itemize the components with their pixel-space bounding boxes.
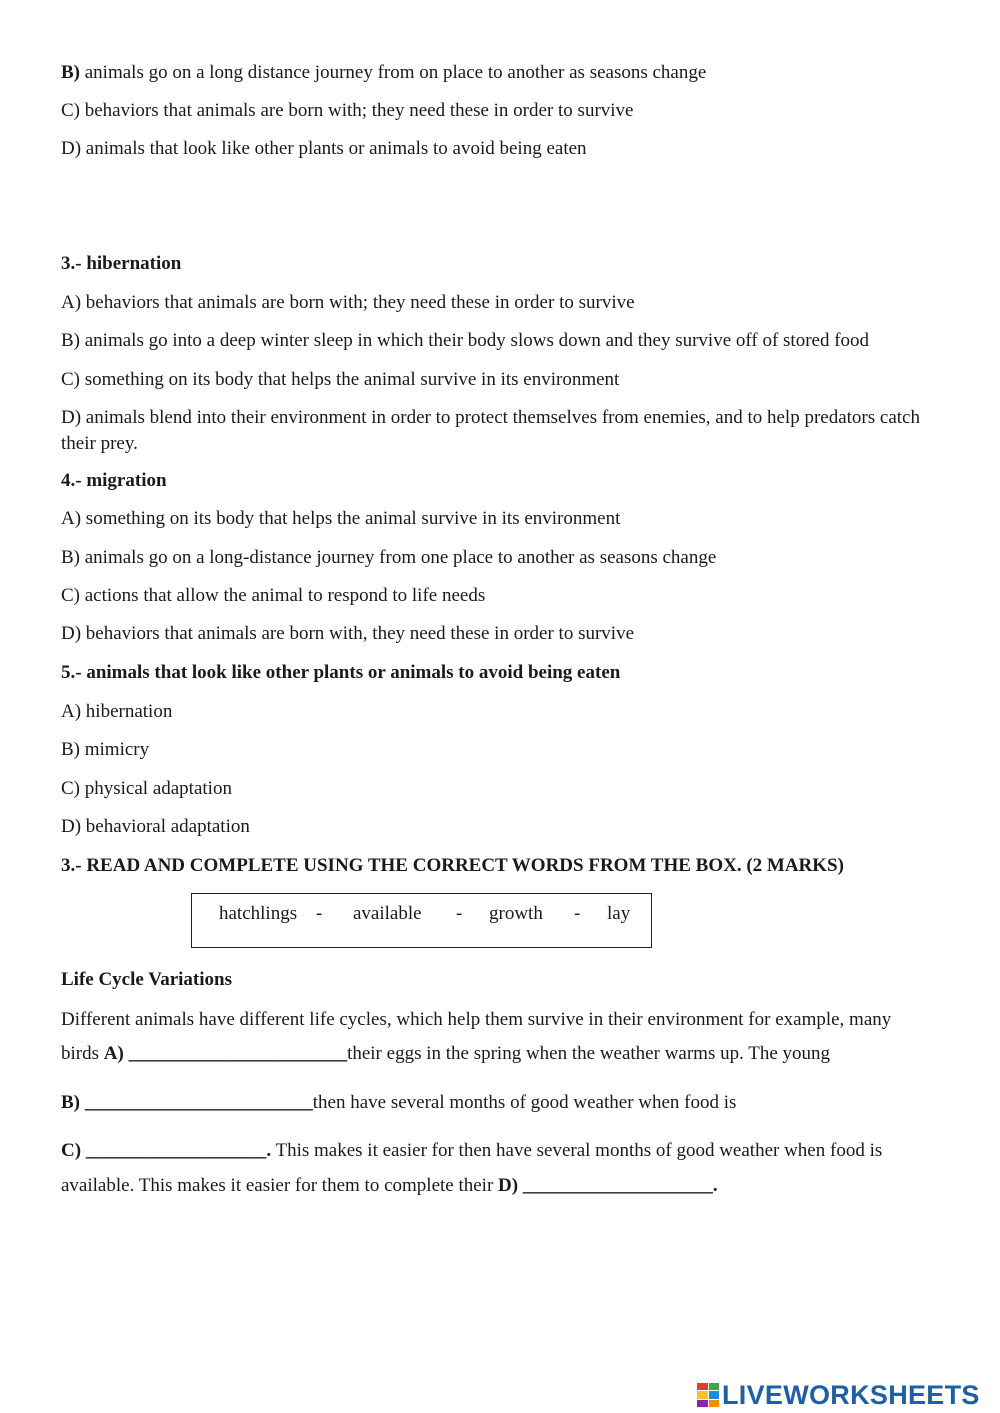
q2-option-d: D) animals that look like other plants or animals to avoid being eaten (61, 138, 587, 159)
blank-a[interactable]: _______________________ (123, 1043, 348, 1064)
q3-option-d: D) animals blend into their environment in order to protect themselves from enemies, and to help predators catch their prey. (61, 407, 920, 454)
paragraph-text: available. This makes it easier for them to complete their (61, 1175, 499, 1196)
q5-title: 5.- animals that look like other plants or animals to avoid being eaten (61, 662, 621, 683)
paragraph-line-2 (61, 1042, 830, 1066)
blank-c-label: C) (61, 1140, 82, 1161)
word-separator: - (574, 903, 581, 924)
subtitle: Life Cycle Variations (61, 969, 232, 990)
word-box (191, 893, 652, 948)
paragraph-text: birds (61, 1043, 104, 1064)
blank-b-label: B) (61, 1092, 80, 1113)
q4-title: 4.- migration (61, 470, 167, 491)
q3-option-a: A) behaviors that animals are born with; they need these in order to survive (61, 292, 635, 313)
section3-heading: 3.- READ AND COMPLETE USING THE CORRECT WORDS FROM THE BOX. (2 MARKS) (61, 855, 844, 876)
word-available: available (353, 903, 422, 924)
blank-c[interactable]: ___________________. (81, 1140, 272, 1161)
paragraph-line-1: Different animals have different life cycles, which help them survive in their environment for example, many (61, 1009, 892, 1030)
q5-option-d: D) behavioral adaptation (61, 816, 250, 837)
q2-option-c: C) behaviors that animals are born with; they need these in order to survive (61, 100, 634, 121)
paragraph-text: their eggs in the spring when the weather warms up. The young (347, 1043, 831, 1064)
q4-option-d: D) behaviors that animals are born with, they need these in order to survive (61, 623, 634, 644)
q2-option-b-letter: B) (61, 62, 80, 83)
q5-option-b: B) mimicry (61, 739, 150, 760)
word-hatchlings: hatchlings (219, 903, 298, 924)
word-growth: growth (489, 903, 543, 924)
paragraph-line-3 (61, 1091, 736, 1115)
paragraph-text: This makes it easier for then have several months of good weather when food is (271, 1140, 883, 1161)
liveworksheets-wordmark: LIVEWORKSHEETS (722, 1379, 980, 1410)
q3-option-c: C) something on its body that helps the animal survive in its environment (61, 369, 620, 390)
blank-d[interactable]: ____________________. (518, 1175, 718, 1196)
paragraph-line-4 (61, 1139, 882, 1163)
blank-a-label: A) (103, 1043, 124, 1064)
word-separator: - (316, 903, 323, 924)
q4-option-b: B) animals go on a long-distance journey from one place to another as seasons change (61, 547, 717, 568)
liveworksheets-logo-icon (697, 1383, 719, 1407)
blank-b[interactable]: ________________________ (80, 1092, 313, 1113)
paragraph-text: then have several months of good weather when food is (312, 1092, 737, 1113)
q3-title: 3.- hibernation (61, 253, 182, 274)
word-separator: - (456, 903, 463, 924)
q4-option-a: A) something on its body that helps the animal survive in its environment (61, 508, 621, 529)
paragraph-line-5 (61, 1174, 718, 1198)
q5-option-c: C) physical adaptation (61, 778, 232, 799)
q5-option-a: A) hibernation (61, 701, 173, 722)
q2-option-b (61, 61, 706, 85)
word-lay: lay (607, 903, 631, 924)
q4-option-c: C) actions that allow the animal to respond to life needs (61, 585, 486, 606)
blank-d-label: D) (498, 1175, 519, 1196)
q2-option-b-text: animals go on a long distance journey from on place to another as seasons change (80, 62, 707, 83)
liveworksheets-logo (697, 1378, 980, 1412)
q3-option-b: B) animals go into a deep winter sleep in which their body slows down and they survive off of stored food (61, 330, 870, 351)
